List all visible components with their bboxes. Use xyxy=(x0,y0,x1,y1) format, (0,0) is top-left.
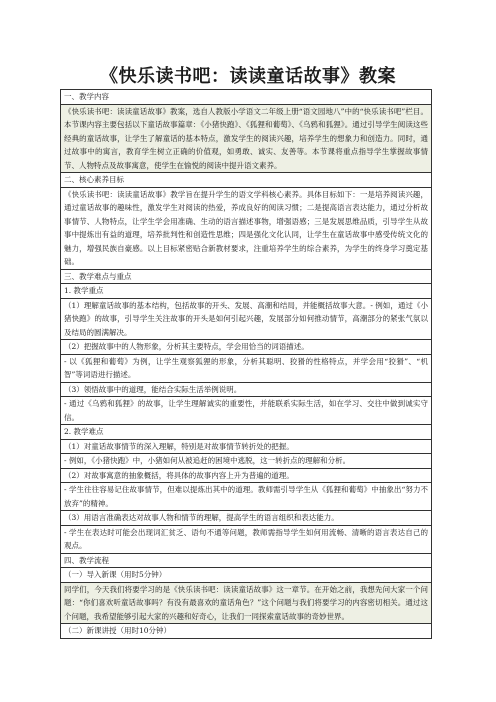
table-row: 《快乐读书吧：读读童话故事》教案，选自人教版小学语文二年级上册“语文园地八”中的“快乐读书吧”栏目。本节课内容主要包括以下童话故事篇章：《小猪快跑》、《狐狸和葡萄》、《乌鸦和狐狸》。通过引导学生阅读这些经典的童话故事，让学生了解童话的基本特点，激发学生的阅读兴趣，培养学生的想象力和创造力。同时，通过故事中的寓言，教育学生树立正确的价值观，如勇敢、诚实、友善等。本节课将重点指导学生掌握故事情节、人物特点及故事寓意，使学生在愉悦的阅读中提升语文素养。 xyxy=(61,105,431,174)
table-row: - 通过《乌鸦和狐狸》的故事，让学生理解诚实的重要性，并能联系实际生活，如在学习、交往中做到诚实守信。 xyxy=(61,397,431,425)
table-row: （1）理解童话故事的基本结构，包括故事的开头、发展、高潮和结局，并能概括故事大意。- 例如，通过《小猪快跑》的故事，引导学生关注故事的开头是如何引起兴趣，发展部分如何推动情节，高潮部分的紧张气氛以及结局的圆满解决。 xyxy=(61,299,431,341)
lesson-plan-table xyxy=(60,89,432,639)
table-row: 《快乐读书吧：读读童话故事》教学旨在提升学生的语文学科核心素养。具体目标如下：一是培养阅读兴趣，通过童话故事的趣味性，激发学生对阅读的热爱，养成良好的阅读习惯；二是提高语言表达能力，通过分析故事情节、人物特点，让学生学会用准确、生动的语言描述事物，增强语感；三是发展思维品质，引导学生从故事中提炼出有益的道理，培养批判性和创造性思维；四是强化文化认同，让学生在童话故事中感受传统文化的魅力，增强民族自豪感。以上目标紧密贴合新教材要求，注重培养学生的综合素养，为学生的终身学习奠定基础。 xyxy=(61,188,431,270)
table-row: - 学生在表达时可能会出现词汇贫乏、语句不通等问题，教师需指导学生如何用流畅、清晰的语言表达自己的观点。 xyxy=(61,526,431,554)
section-heading: 三、教学难点与重点 xyxy=(61,270,431,285)
table-row: （2）把握故事中的人物形象，分析其主要特点，学会用恰当的词语描述。 xyxy=(61,340,431,355)
section-heading: 1. 教学重点 xyxy=(61,284,431,299)
section-heading: 四、教学流程 xyxy=(61,554,431,569)
table-row: （1）对童话故事情节的深入理解，特别是对故事情节转折处的把握。 xyxy=(61,440,431,455)
section-heading: 2. 教学难点 xyxy=(61,425,431,440)
table-row: 同学们，今天我们将要学习的是《快乐读书吧：读读童话故事》这一章节。在开始之前，我想先问大家一个问题：“你们喜欢听童话故事吗？有没有最喜欢的童话角色？”这个问题与我们将要学习的内容密切相关。通过这个问题，我希望能够引起大家的兴趣和好奇心，让我们一同探索童话故事的奇妙世界。 xyxy=(61,583,431,625)
section-heading: （一）导入新课（用时5分钟） xyxy=(61,568,431,583)
section-heading: 二、核心素养目标 xyxy=(61,173,431,188)
table-row: （3）用语言准确表达对故事人物和情节的理解，提高学生的语言组织和表达能力。 xyxy=(61,511,431,526)
table-row: （3）领悟故事中的道理，能结合实际生活举例说明。 xyxy=(61,383,431,398)
table-row: - 以《狐狸和葡萄》为例，让学生观察狐狸的形象，分析其聪明、狡猾的性格特点，并学会用“狡猾”、“机智”等词语进行描述。 xyxy=(61,355,431,383)
section-heading: 一、教学内容 xyxy=(61,90,431,105)
table-row: - 学生往往容易记住故事情节，但难以提炼出其中的道理。教师需引导学生从《狐狸和葡萄》中抽象出“努力不放弃”的精神。 xyxy=(61,483,431,511)
table-row: （2）对故事寓意的抽象概括，将具体的故事内容上升为普遍的道理。 xyxy=(61,469,431,484)
table-row: - 例如，《小猪快跑》中，小猪如何从被追赶的困境中逃脱，这一转折点的理解和分析。 xyxy=(61,454,431,469)
document-title: 《快乐读书吧：读读童话故事》教案 xyxy=(100,66,396,87)
section-heading: （二）新课讲授（用时10分钟） xyxy=(64,626,172,635)
